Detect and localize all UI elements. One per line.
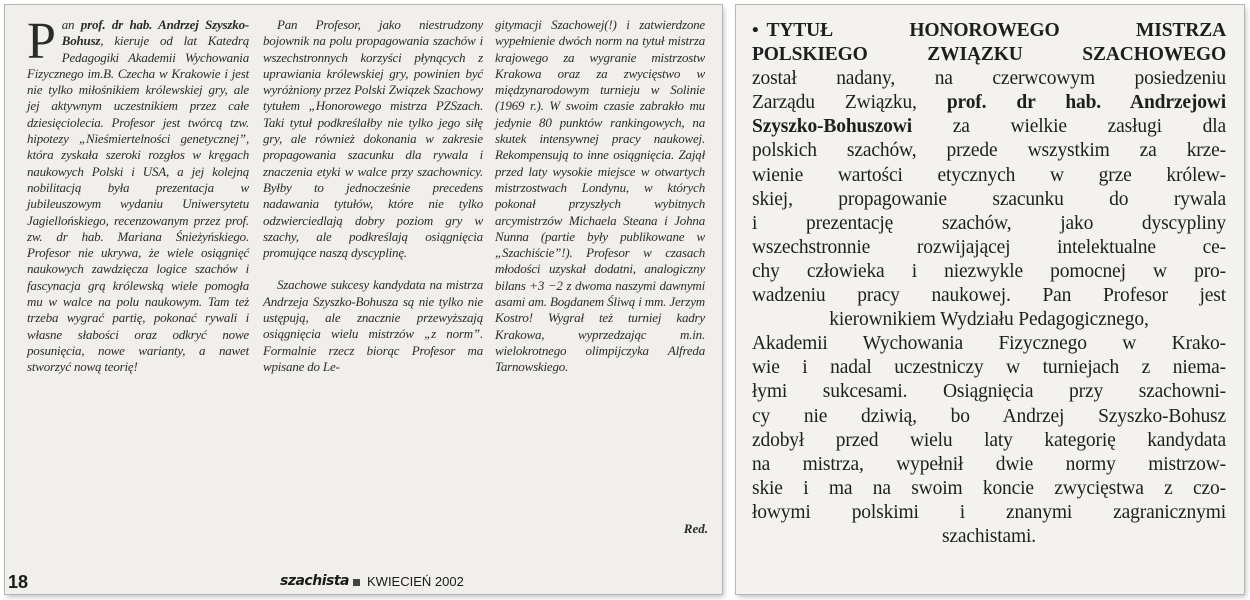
col3-paragraph-1: gitymacji Szachowej(!) i zatwierdzone wypełnienie dwóch norm na tytuł mistrza krajowego za wygranie mistrzostw Krakowa oraz za zwycięstwo w międzynarodowym turnieju w Solinie (1969 r.). W swoim czasie zabrakło mu jedynie 80 punktów rankingowych, na skutek intensywnej pracy naukowej. Rekompensują to inne osiągnięcia. Zajął przed laty wysokie miejsce w otwartych mistrzostwach Londynu, w których pokonał przyszłych wybitnych arcymistrzów Michaela Steana i Johna Nunna (partie były publikowane w „Szachiście”!). Profesor w czasach młodości uzyskał dodatni, analogiczny bilans +3 −2 z dwoma naszymi dawnymi asami am. Bogdanem Śliwą i mm. Jerzym Kostro! Wygrał też turniej kadry Krakowa, wyprzedzając m.in. wielokrotnego olimpijczyka Alfreda Tarnowskiego.: [495, 17, 705, 375]
headline-line-2: POLSKIEGO ZWIĄZKU SZACHOWEGO: [752, 44, 1226, 66]
body-line: Zarządu Związku, prof. dr hab. Andrzejowi: [752, 92, 1226, 114]
body-line-last: szachistami.: [941, 525, 1037, 547]
headline-line-1: • TYTUŁ HONOROWEGO MISTRZA: [752, 20, 1226, 41]
magazine-logo: szachista: [280, 573, 349, 589]
article-column-2: [263, 17, 483, 375]
col1-intro: an: [61, 17, 81, 32]
body-line: wadzeniu pracy naukowej. Pan Profesor jest: [752, 285, 1226, 307]
body-line: kierownikiem Wydziału Pedagogicznego,: [829, 309, 1149, 331]
body-line: wszechstronnie rozwijającej intelektualne ce-: [752, 236, 1226, 258]
drop-cap: P: [27, 13, 56, 70]
bullet-icon: •: [752, 20, 759, 41]
body-line: polskich szachów, przede wszystkim za krze-: [752, 140, 1226, 162]
honoree-surname: Szyszko-Bohuszowi: [752, 116, 912, 138]
body-line: cy nie dziwią, bo Andrzej Szyszko-Bohusz: [752, 405, 1226, 427]
body-line: i prezentację szachów, jako dyscypliny: [752, 212, 1226, 234]
body-line: Akademii Wychowania Fizycznego w Krako-: [752, 333, 1226, 355]
body-line: chy człowieka i niezwykle pomocnej w pro-: [752, 260, 1226, 282]
footer-square-separator: [353, 579, 360, 586]
page-footer: [5, 570, 722, 594]
honoree-name: prof. dr hab. Andrzejowi: [946, 92, 1226, 114]
body-line: Szyszko-Bohuszowi za wielkie zasługi dla: [752, 116, 1226, 138]
issue-date: KWIECIEŃ 2002: [367, 574, 464, 589]
body-line: skie i ma na swoim koncie zwycięstwa z czo-: [752, 477, 1226, 499]
page-number: 18: [8, 572, 29, 592]
body-line: na mistrza, wypełnił dwie normy mistrzow-: [752, 453, 1226, 475]
body-line: łowymi polskimi i znanymi zagranicznymi: [752, 501, 1226, 523]
col2-paragraph-2: Szachowe sukcesy kandydata na mistrza Andrzeja Szyszko-Bohusza są nie tylko nie ustępują, ale znacznie przewyższają osiągnięcia wielu mistrzów „z norm”. Formalnie rzecz biorąc Profesor ma wpisane do Le-: [263, 277, 483, 374]
body-line: zdobył przed wielu laty kategorię kandydata: [752, 429, 1226, 451]
article-column-3: [495, 17, 705, 376]
left-article-clipping: [5, 5, 722, 594]
professor-name: prof. dr hab. Andrzej Szyszko-Bohusz: [61, 17, 249, 49]
body-line: wienie wartości etycznych w grze królew-: [752, 164, 1226, 186]
body-line: został nadany, na czerwcowym posiedzeniu: [752, 68, 1226, 90]
announcement-text: [752, 19, 1226, 549]
col1-body: , kieruje od lat Katedrą Pedagogiki Akademii Wychowania Fizycznego im.B. Czecha w Krakowie i jest nie tylko miłośnikiem królewskiej gry, ale jej aktywnym uczestnikiem przez całe dziesięciolecia. Profesor jest twórcą tzw. hipotezy „Nieśmiertelności genetycznej”, która zyskała szeroki rozgłos w kręgach naukowych Polski i USA, a jej kolejną nobilitacją była prezentacja w jubileuszowym wydaniu Uniwersytetu Jagiellońskiego, recenzowanym przez prof. zw. dr hab. Mariana Śnieżyńskiego. Profesor nie ukrywa, że wiele osiągnięć naukowych zawdzięcza logice szachów i fascynacja grą królewską wiele pomogła mu w walce na polu naukowym. Tam też trzeba wygrać partię, pokonać rywali i własne słabości oraz odkryć nowe posunięcia, nowe warianty, a nawet stworzyć nową teorię!: [27, 33, 249, 375]
body-line: wie i nadal uczestniczy w turniejach z niema-: [752, 357, 1226, 379]
col2-paragraph-1: Pan Profesor, jako niestrudzony bojownik na polu propagowania szachów i wszechstronnych korzyści płynących z uprawiania królewskiej gry, powinien być wyróżniony przez Polski Związek Szachowy tytułem „Honorowego mistrza PZSzach. Taki tytuł podkreślałby nie tylko jego siłę gry, ale również dokonania w zakresie propagowania szacunku dla rywala i znaczenia etyki w walce przy szachownicy. Byłby to jednocześnie precedens nadawania tytułów, które nie tylko odzwierciedlają dobry poziom gry w szachy, ale podkreślają osiągnięcia promujące naszą dyscyplinę.: [263, 17, 483, 261]
body-line: skiej, propagowanie szacunku do rywala: [752, 188, 1226, 210]
right-article-clipping: [736, 5, 1244, 594]
body-line: łymi sukcesami. Osiągnięcia przy szachowni-: [752, 381, 1226, 403]
editor-signature: Red.: [683, 521, 708, 536]
article-column-1: [27, 13, 249, 376]
